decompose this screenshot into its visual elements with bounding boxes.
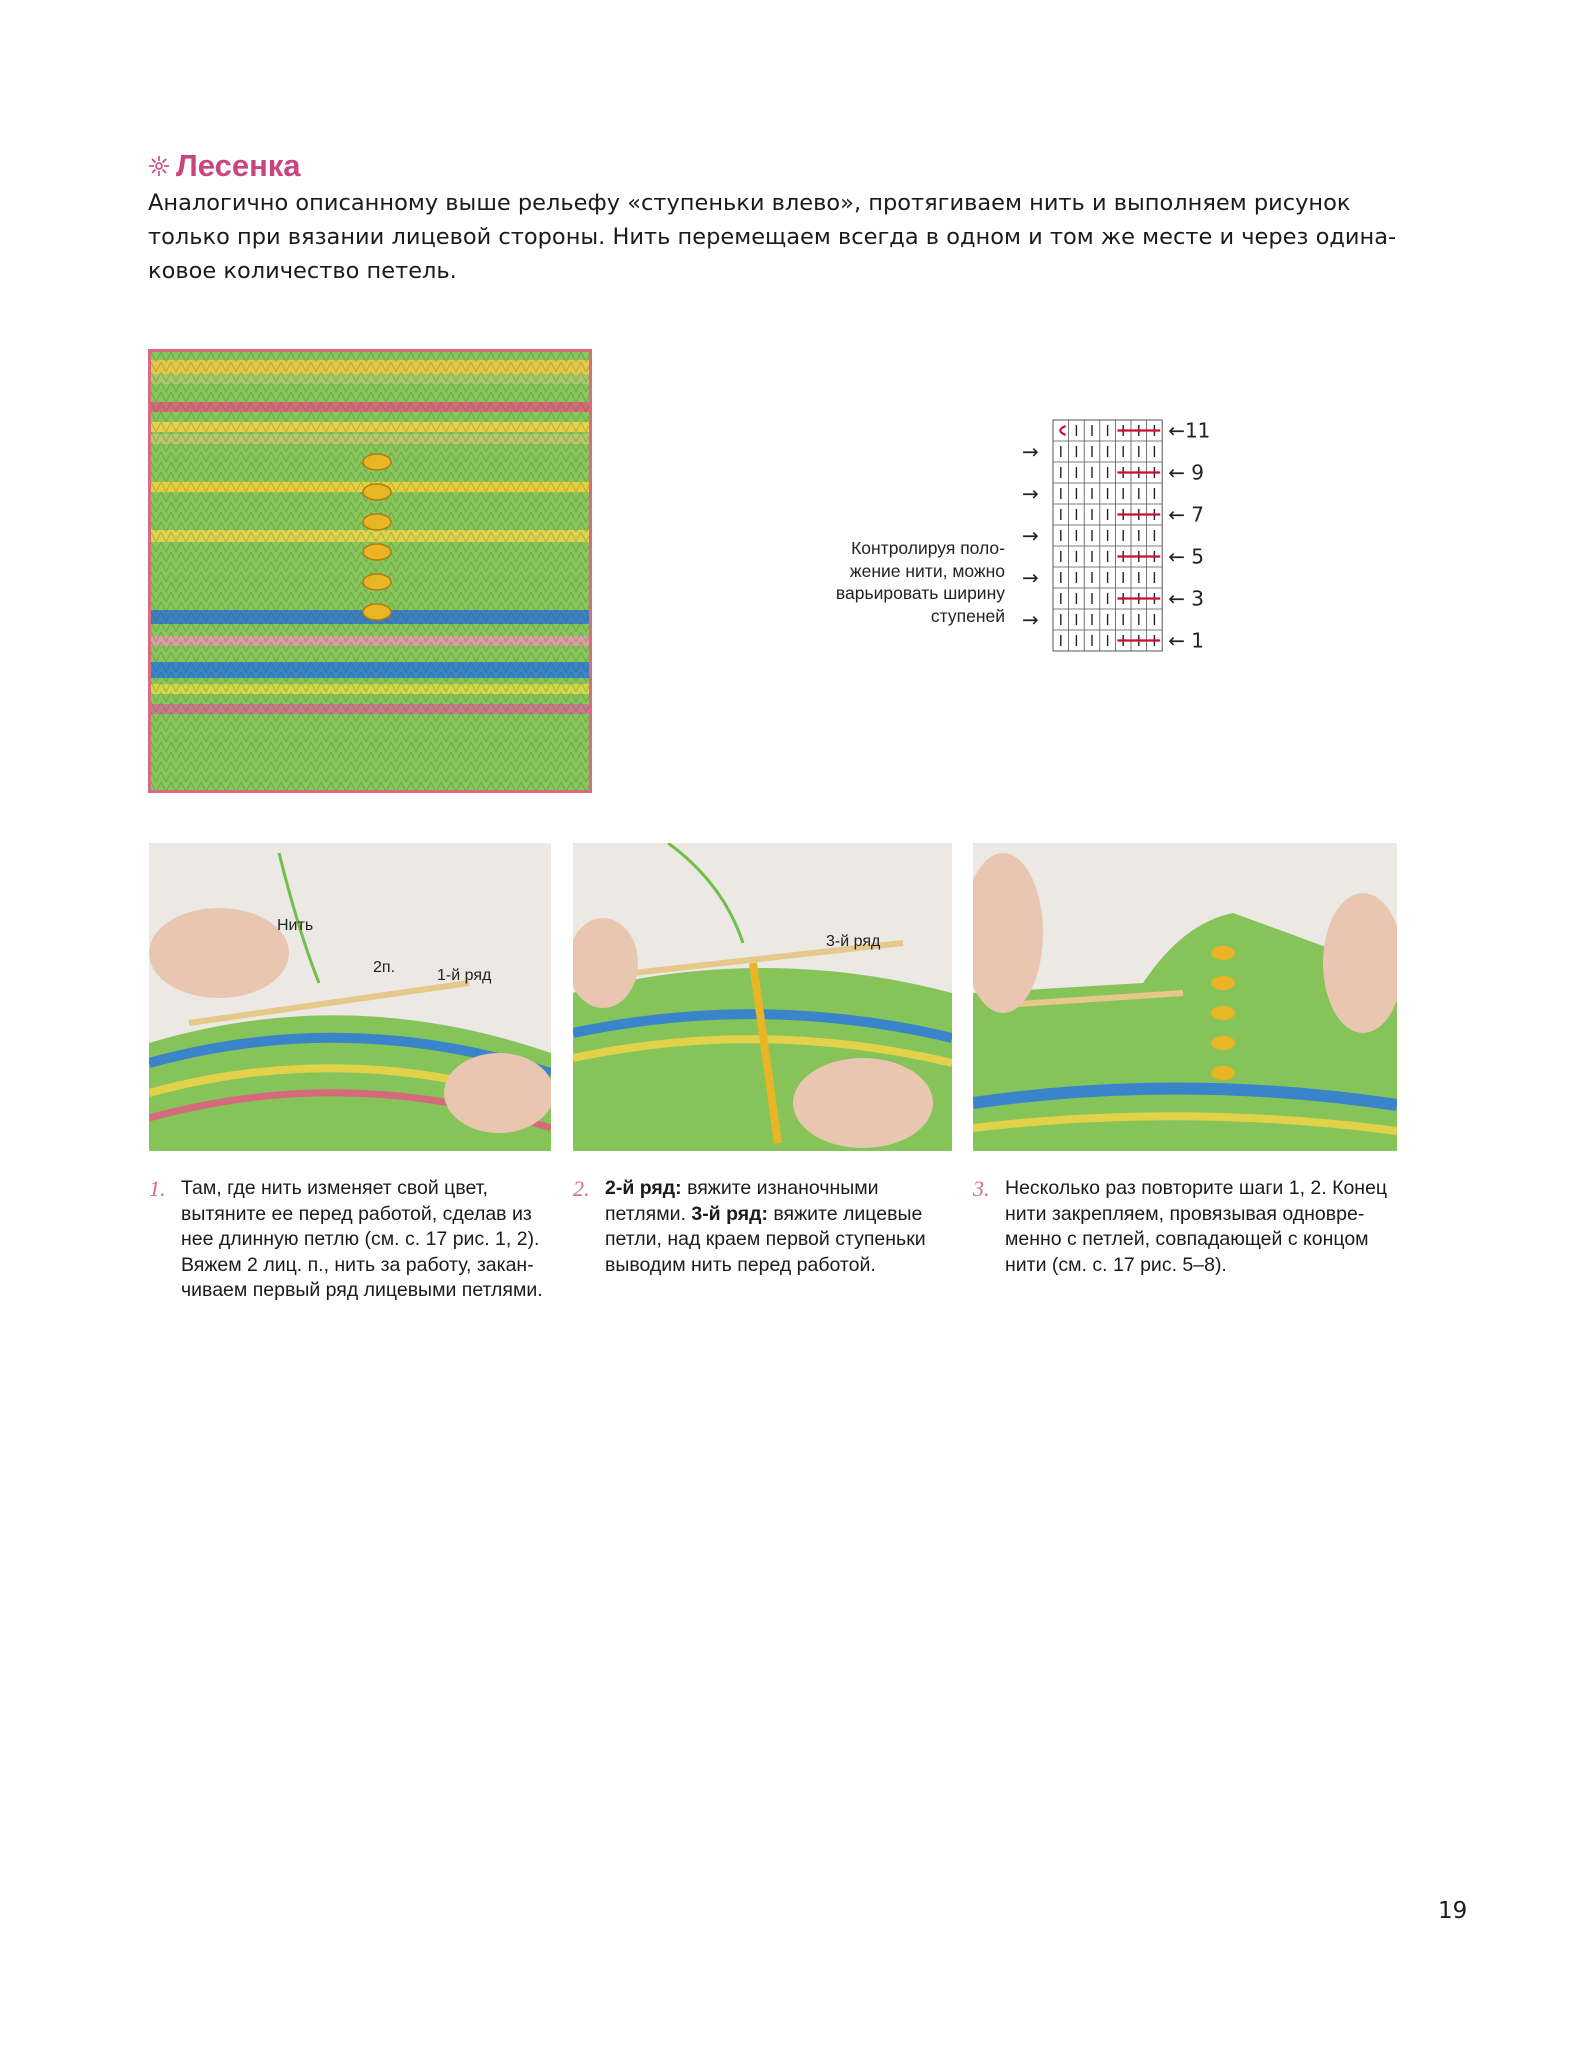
caption-line: чиваем первый ряд лицевыми петлями. bbox=[181, 1279, 543, 1301]
step-3-photo bbox=[973, 843, 1397, 1151]
chart-left-arrow: → bbox=[1022, 565, 1039, 590]
caption-text: вяжите изнаночными bbox=[681, 1177, 879, 1199]
chart-note-line: жение нити, можно bbox=[849, 560, 1005, 581]
chart-row-number: ← 1 bbox=[1168, 628, 1205, 653]
intro-paragraph bbox=[148, 186, 1398, 288]
chart-note-line: ступеней bbox=[930, 605, 1005, 626]
section-heading bbox=[148, 148, 301, 184]
caption-line: нити (см. с. 17 рис. 5–8). bbox=[1005, 1253, 1227, 1276]
step-number: 2. bbox=[573, 1176, 590, 1201]
photo-label-row-3: 3-й ряд bbox=[826, 933, 881, 950]
intro-line: Аналогично описанному выше рельефу «ступеньки влево», протягиваем нить и выполняем рисунок bbox=[148, 190, 1351, 216]
caption-line: Там, где нить изменяет свой цвет, bbox=[181, 1177, 488, 1199]
page-number: 19 bbox=[1438, 1898, 1468, 1924]
caption-line bbox=[605, 1176, 926, 1202]
flower-icon bbox=[148, 155, 170, 177]
row-2-label: 2-й ряд: bbox=[605, 1177, 682, 1199]
chart-note bbox=[770, 537, 1005, 627]
knitting-chart bbox=[1020, 415, 1260, 660]
chart-row-number: ← 7 bbox=[1168, 502, 1205, 527]
caption-text: петлями. bbox=[605, 1202, 692, 1225]
caption-text: вяжите лицевые bbox=[768, 1202, 923, 1225]
row-3-label: 3-й ряд: bbox=[691, 1202, 768, 1225]
step-number: 1. bbox=[149, 1176, 166, 1201]
caption-line: Вяжем 2 лиц. п., нить за работу, закан- bbox=[181, 1253, 534, 1276]
caption-line: нити закрепляем, провязывая одновре- bbox=[1005, 1202, 1365, 1225]
caption-line: Несколько раз повторите шаги 1, 2. Конец bbox=[1005, 1177, 1388, 1199]
chart-row-number: ← 3 bbox=[1168, 586, 1205, 611]
page-title: Лесенка bbox=[176, 148, 301, 183]
intro-line: только при вязании лицевой стороны. Нить перемещаем всегда в одном и том же месте и через одина- bbox=[148, 224, 1397, 250]
photo-label-row-1: 1-й ряд bbox=[437, 967, 492, 984]
photo-label-thread: Нить bbox=[277, 917, 314, 934]
chart-row-number: ← 5 bbox=[1168, 544, 1205, 569]
chart-left-arrow: → bbox=[1022, 439, 1039, 464]
photo-label-2p: 2п. bbox=[373, 959, 396, 976]
caption-line bbox=[605, 1202, 926, 1228]
knitting-sample-photo bbox=[148, 349, 592, 793]
caption-line: вытяните ее перед работой, сделав из bbox=[181, 1202, 532, 1225]
step-2-photo bbox=[573, 843, 952, 1151]
caption-line: петли, над краем первой ступеньки bbox=[605, 1228, 926, 1250]
step-number: 3. bbox=[973, 1176, 990, 1201]
step-1-photo bbox=[149, 843, 551, 1151]
chart-left-arrow: → bbox=[1022, 607, 1039, 632]
caption-line: нее длинную петлю (см. с. 17 рис. 1, 2). bbox=[181, 1228, 540, 1250]
chart-row-number: ←11 bbox=[1168, 418, 1211, 443]
chart-note-line: варьировать ширину bbox=[835, 583, 1005, 603]
chart-row-number: ← 9 bbox=[1168, 460, 1205, 485]
intro-line: ковое количество петель. bbox=[148, 258, 457, 284]
chart-left-arrow: → bbox=[1022, 523, 1039, 548]
chart-left-arrow: → bbox=[1022, 481, 1039, 506]
caption-line: менно с петлей, совпадающей с концом bbox=[1005, 1228, 1369, 1250]
caption-line: выводим нить перед работой. bbox=[605, 1253, 876, 1276]
chart-note-line: Контролируя поло- bbox=[851, 538, 1005, 558]
